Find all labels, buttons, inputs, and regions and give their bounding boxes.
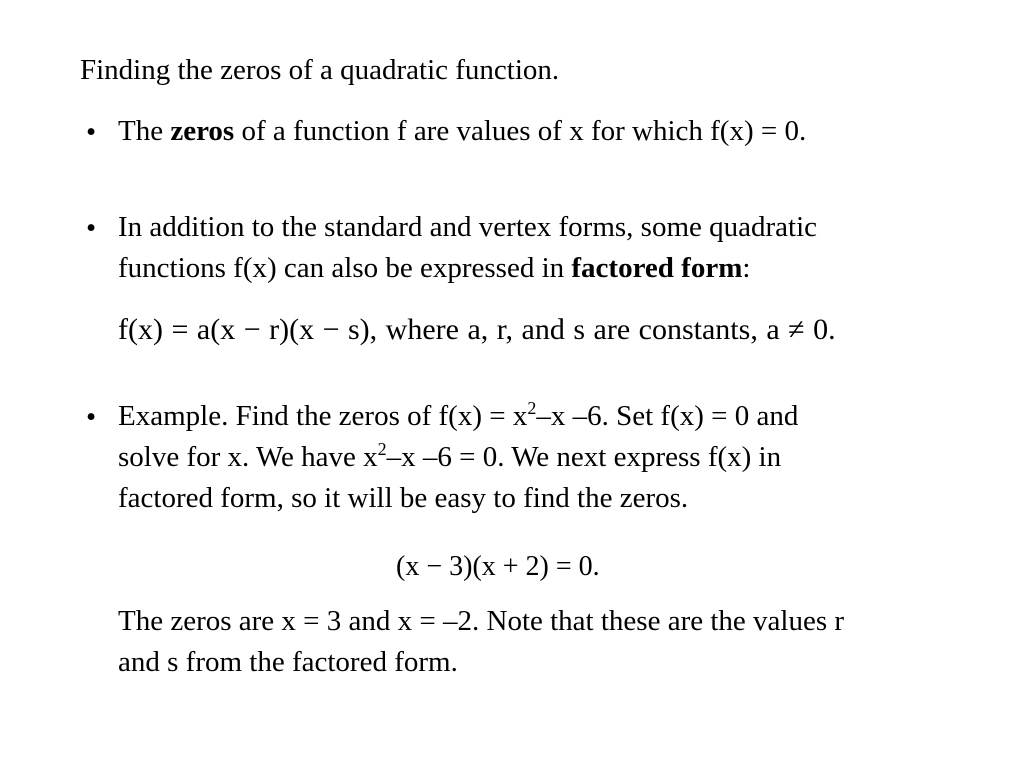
bullet-marker: • [86,401,97,433]
text-segment: of a function f are values of x for which f(x) = 0. [234,115,807,147]
text-segment: : [742,252,751,284]
bold-term-zeros: zeros [170,115,235,147]
text-segment: –x –6. Set f(x) = 0 and [536,400,799,432]
bullet-zeros-definition [118,111,806,152]
text-segment: –x –6 = 0. We next express f(x) in [386,441,782,473]
factored-form-equation: f(x) = a(x − r)(x − s), where a, r, and s are constants, a ≠ 0. [118,313,836,346]
text-line: The zeros are x = 3 and x = –2. Note that these are the values r [118,605,845,637]
factored-example-equation: (x − 3)(x + 2) = 0. [396,551,600,582]
text-line [118,248,817,289]
text-line: factored form, so it will be easy to find the zeros. [118,482,689,514]
text-line [118,396,798,437]
text-segment: solve for x. We have x [118,441,378,473]
bullet-factored-form [118,207,817,289]
bold-term-factored-form: factored form [571,252,743,284]
superscript: 2 [377,439,387,459]
text-line: and s from the factored form. [118,646,458,678]
bullet-marker: • [86,212,97,244]
text-line: In addition to the standard and vertex forms, some quadratic [118,211,818,243]
superscript: 2 [527,398,537,418]
text-segment: The [118,115,171,147]
conclusion-paragraph [118,601,844,683]
text-line [118,437,798,478]
slide-title: Finding the zeros of a quadratic function. [80,54,560,86]
text-segment: Example. Find the zeros of f(x) = x [118,400,528,432]
text-segment: functions f(x) can also be expressed in [118,252,572,284]
bullet-example [118,396,798,519]
bullet-marker: • [86,116,97,148]
